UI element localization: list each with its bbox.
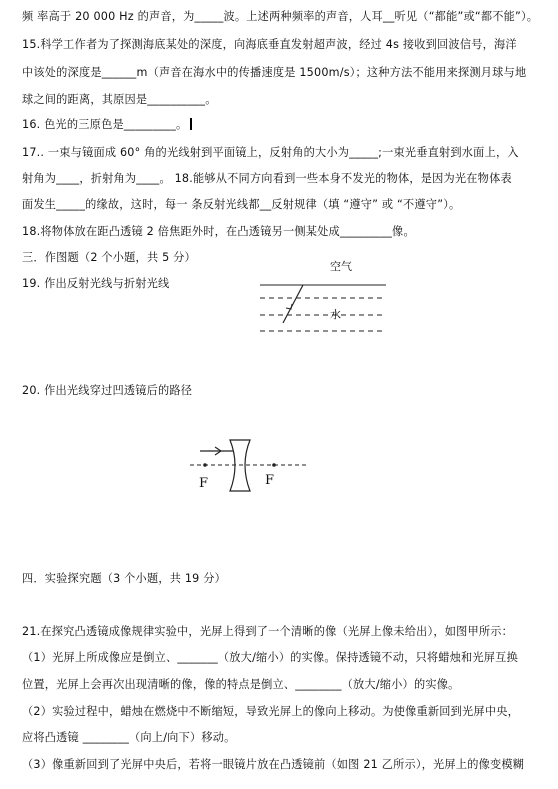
focus-point-right bbox=[272, 463, 276, 467]
question-15-line-2: 中该处的深度是______m（声音在海水中的传播速度是 1500m/s）；这种方法不能用来探测月球与地 bbox=[22, 66, 527, 79]
question-17-line-1: 17.. 一束与镜面成 60° 角的光线射到平面镜上，反射角的大小为_____;一束光垂直射到水面上，入 bbox=[22, 146, 519, 159]
ray-arrow bbox=[286, 304, 292, 309]
question-16-text: 16. 色光的三原色是_________。 bbox=[22, 118, 188, 131]
focus-point-left bbox=[203, 463, 207, 467]
question-18b: 18.将物体放在距凸透镜 2 倍焦距外时，在凸透镜另一侧某处成_________像。 bbox=[22, 225, 415, 238]
section-4-heading: 四．实验探究题（3 个小题，共 19 分） bbox=[22, 572, 227, 585]
text-line-1: 频 率高于 20 000 Hz 的声音，为_____波。上述两种频率的声音，人耳__听见（“都能”或“都不能”）。 bbox=[22, 10, 539, 23]
question-18-line-2: 面发生_____的缘故，这时，每一 条反射光线都__反射规律（填 “遵守” 或 “不遵守”）。 bbox=[22, 198, 461, 211]
question-21-part-2-line-1: （2）实验过程中，蜡烛在燃烧中不断缩短，导致光屏上的像向上移动。为使像重新回到光屏中央， bbox=[22, 705, 519, 718]
question-15-line-3: 球之间的距离，其原因是__________。 bbox=[22, 93, 217, 106]
question-16 bbox=[22, 117, 192, 133]
question-21-part-1-line-1: （1）光屏上所成像应是倒立、_______（放大/缩小）的实像。保持透镜不动，只将蜡烛和光屏互换 bbox=[22, 651, 518, 664]
ray-arrow-head bbox=[215, 447, 221, 455]
water-label: 水 bbox=[330, 308, 341, 321]
question-20: 20. 作出光线穿过凹透镜后的路径 bbox=[22, 384, 193, 397]
incident-ray bbox=[283, 285, 303, 323]
concave-lens bbox=[230, 440, 250, 491]
focus-label-right: F bbox=[265, 473, 275, 488]
question-19: 19. 作出反射光线与折射光线 bbox=[22, 277, 170, 290]
focus-label-left: F bbox=[199, 476, 209, 491]
question-15-line-1: 15.科学工作者为了探测海底某处的深度，向海底垂直发射超声波，经过 4s 接收到回波信号，海洋 bbox=[22, 38, 517, 51]
section-3-heading: 三．作图题（2 个小题，共 5 分） bbox=[22, 251, 196, 264]
question-21-intro: 21.在探究凸透镜成像规律实验中，光屏上得到了一个清晰的像（光屏上像未给出），如图甲所示： bbox=[22, 625, 514, 638]
question-21-part-3: （3）像重新回到了光屏中央后，若将一眼镜片放在凸透镜前（如图 21 乙所示），光屏上的像变模糊 bbox=[22, 758, 525, 771]
question-21-part-2-line-2: 应将凸透镜 ________（向上/向下）移动。 bbox=[22, 731, 236, 744]
air-label: 空气 bbox=[330, 260, 352, 273]
text-cursor bbox=[190, 118, 192, 130]
question-21-part-1-line-2: 位置，光屏上会再次出现清晰的像，像的特点是倒立、________（放大/缩小）的实像。 bbox=[22, 678, 460, 691]
question-17-line-2: 射角为____，折射角为____。 18.能够从不同方向看到一些本身不发光的物体，是因为光在物体表 bbox=[22, 172, 512, 185]
